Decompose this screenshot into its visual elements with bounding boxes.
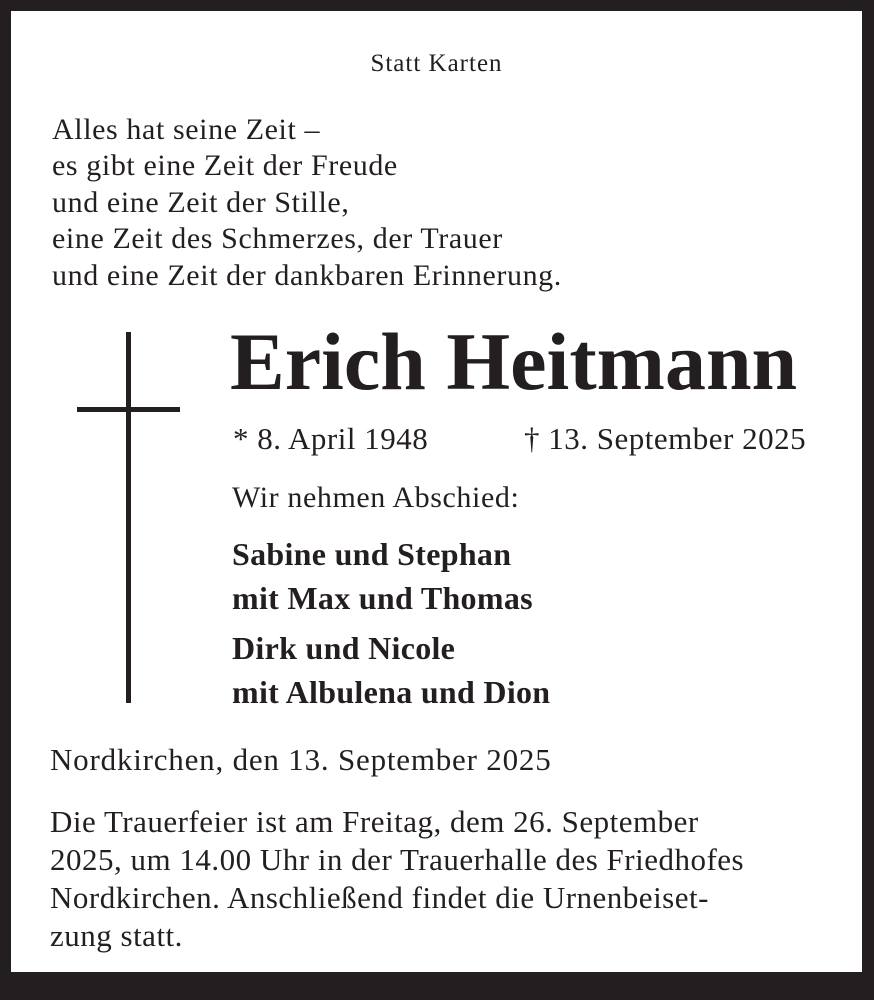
- obituary-notice-paper: [11, 11, 862, 972]
- mourner-line: mit Max und Thomas: [232, 580, 533, 616]
- mourner-line: Sabine und Stephan: [232, 536, 512, 572]
- farewell-intro: Wir nehmen Abschied:: [232, 481, 520, 514]
- funeral-info-line: Die Trauerfeier ist am Freitag, dem 26. September: [50, 804, 699, 839]
- poem-line: Alles hat seine Zeit –: [52, 113, 321, 146]
- poem-line: es gibt eine Zeit der Freude: [52, 149, 398, 183]
- mourner-line: Dirk und Nicole: [232, 630, 456, 666]
- memorial-poem: [52, 112, 562, 294]
- poem-line: und eine Zeit der dankbaren Erinnerung.: [52, 258, 562, 292]
- cross-icon-vertical-bar: [126, 332, 131, 703]
- preheader-statt-karten: Statt Karten: [370, 50, 503, 77]
- funeral-info-line: Nordkirchen. Anschließend findet die Urnenbeiset-: [50, 880, 709, 915]
- birth-date: * 8. April 1948: [233, 421, 429, 456]
- cross-icon-horizontal-bar: [77, 407, 180, 412]
- poem-line: eine Zeit des Schmerzes, der Trauer: [52, 222, 503, 256]
- funeral-info-line: zung statt.: [50, 918, 183, 953]
- deceased-name: Erich Heitmann: [230, 316, 798, 407]
- mourner-line: mit Albulena und Dion: [232, 674, 551, 710]
- funeral-info: [50, 803, 744, 955]
- death-date: † 13. September 2025: [524, 421, 807, 456]
- funeral-info-line: 2025, um 14.00 Uhr in der Trauerhalle des Friedhofes: [50, 842, 745, 877]
- poem-line: und eine Zeit der Stille,: [52, 185, 350, 219]
- place-date-line: Nordkirchen, den 13. September 2025: [50, 742, 552, 777]
